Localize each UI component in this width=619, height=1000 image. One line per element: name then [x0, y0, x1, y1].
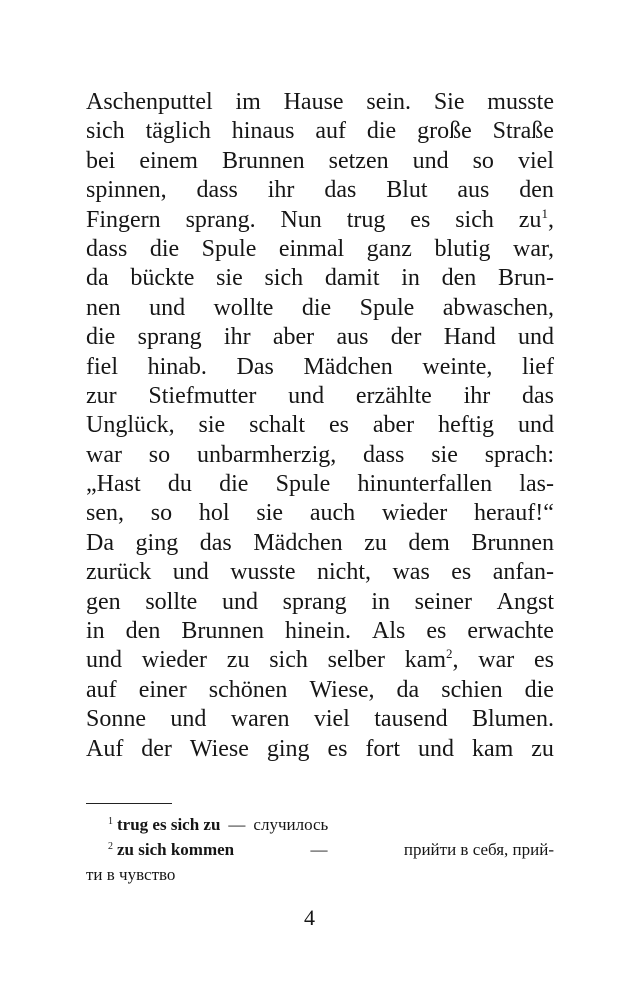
word: schien: [441, 676, 503, 703]
word: Unglück,: [86, 412, 175, 439]
word: dass: [86, 235, 128, 262]
word: die: [149, 235, 180, 262]
text-line: [86, 353, 554, 382]
word: wusste: [230, 559, 296, 586]
word: auf: [86, 676, 117, 703]
word: dass: [196, 177, 238, 204]
word: hinein.: [284, 618, 351, 645]
word: Angst: [496, 588, 554, 615]
word: die: [86, 324, 116, 351]
word: wollte: [213, 294, 274, 321]
word: nicht,: [317, 559, 371, 586]
text-line: [86, 558, 554, 587]
text-line: [86, 235, 554, 264]
word: aber: [272, 324, 315, 351]
word: und: [517, 412, 554, 439]
text-line: [86, 411, 554, 440]
word: die: [301, 294, 332, 321]
word: erzählte: [355, 382, 432, 409]
word: es: [410, 206, 431, 233]
word: viel: [313, 706, 350, 733]
word: fiel: [86, 353, 118, 380]
word: Auf: [86, 735, 124, 762]
word: Brunnen: [181, 618, 264, 645]
word: blutig: [434, 235, 491, 262]
word: Mädchen: [253, 529, 343, 556]
word: große: [417, 118, 472, 145]
word: zu: [531, 735, 554, 762]
word: wieder: [141, 647, 208, 674]
footnote-separator: [86, 803, 172, 804]
word: trug: [346, 206, 386, 233]
word: spinnen,: [86, 177, 167, 204]
word: unbarmherzig,: [196, 441, 337, 468]
word: ging: [266, 735, 310, 762]
text-line: [86, 264, 554, 293]
word: die: [219, 471, 249, 498]
word: erwachte: [467, 618, 554, 645]
word: aus: [457, 177, 490, 204]
word: Sonne: [86, 706, 146, 733]
body-text: [86, 88, 554, 764]
word: der: [390, 324, 422, 351]
word: in: [401, 265, 420, 292]
word: schalt: [249, 412, 306, 439]
word: es: [426, 618, 447, 645]
word: hinunterfallen: [357, 471, 493, 498]
word: der: [141, 735, 172, 762]
word: ganz: [366, 235, 412, 262]
word: Stiefmutter: [148, 382, 257, 409]
footnote-2-continued: [86, 862, 554, 887]
word: schönen: [208, 676, 288, 703]
word: es: [327, 735, 348, 762]
word: einer: [138, 676, 187, 703]
text-line: [86, 676, 554, 705]
text-line: [86, 176, 554, 205]
word: Das: [236, 353, 274, 380]
word: da: [86, 265, 109, 292]
word: den: [519, 177, 554, 204]
word: Hand: [443, 324, 496, 351]
word: so: [148, 441, 171, 468]
word: den: [441, 265, 477, 292]
word: es: [451, 559, 472, 586]
footnote-2: [86, 837, 554, 862]
word: herauf!“: [473, 500, 554, 527]
word: weinte,: [422, 353, 493, 380]
word: es: [328, 412, 349, 439]
word: selber: [327, 647, 385, 674]
word: was: [392, 559, 430, 586]
word: Blumen.: [471, 706, 554, 733]
word: heftig: [438, 412, 495, 439]
word: seiner: [414, 588, 472, 615]
word: täglich: [145, 118, 211, 145]
word: Da: [86, 529, 114, 556]
word: zur: [86, 382, 117, 409]
word: und: [412, 147, 449, 174]
word: Brunnen: [471, 529, 554, 556]
word: las-: [519, 471, 554, 498]
word: Nun: [280, 206, 322, 233]
word: sprang.: [185, 206, 256, 233]
word: ihr: [267, 177, 295, 204]
word: anfan-: [492, 559, 554, 586]
word: sich: [269, 647, 308, 674]
word: war: [478, 647, 515, 674]
word: und: [222, 588, 258, 615]
word: sprang: [282, 588, 347, 615]
text-line: [86, 588, 554, 617]
word: bückte: [130, 265, 195, 292]
word: sollte: [145, 588, 198, 615]
word: dem: [408, 529, 450, 556]
word: Spule: [201, 235, 257, 262]
word: zu: [518, 206, 542, 233]
word: Als: [371, 618, 406, 645]
word: sich: [86, 118, 125, 145]
word: sein.: [366, 89, 412, 115]
word: sie: [256, 500, 284, 527]
word: bei: [86, 147, 116, 174]
word: die: [366, 118, 397, 145]
word: den: [125, 618, 161, 645]
word: Spule: [275, 471, 331, 498]
word: „Hast: [86, 471, 141, 498]
word: Straße: [492, 118, 554, 145]
footnote-2-definition-cont: ти в чувство: [86, 865, 176, 884]
word: einem: [139, 147, 198, 174]
word: aber: [372, 412, 415, 439]
word: und: [518, 324, 554, 351]
word: das: [522, 382, 554, 409]
word: aus: [336, 324, 369, 351]
text-line: [86, 735, 554, 764]
word: sie: [198, 412, 226, 439]
word: hinaus: [231, 118, 295, 145]
text-line: [86, 117, 554, 146]
word: im: [235, 89, 261, 115]
footnote-2-dash: —: [310, 840, 328, 859]
word: gen: [86, 588, 121, 615]
text-line: [86, 646, 554, 675]
word: Blut: [386, 177, 428, 204]
page-number: 4: [304, 905, 315, 930]
word: abwaschen,: [442, 294, 554, 321]
word: sich: [455, 206, 494, 233]
word: ging: [135, 529, 179, 556]
word: einmal: [278, 235, 345, 262]
text-line: [86, 499, 554, 528]
word-with-footnote: [519, 206, 554, 235]
footnote-1-dash: —: [228, 815, 246, 834]
footnote-marker: 2: [446, 646, 453, 662]
punctuation: ,: [547, 206, 554, 233]
text-line: [86, 617, 554, 646]
word: ihr: [223, 324, 251, 351]
footnote-2-term: zu sich kommen: [117, 840, 235, 859]
word: musste: [487, 89, 554, 115]
word: Spule: [359, 294, 415, 321]
word: sie: [431, 441, 458, 468]
text-line: [86, 529, 554, 558]
word: sen,: [86, 500, 124, 527]
word: und: [172, 559, 209, 586]
footnote-1-definition: случилось: [253, 815, 329, 834]
word: es: [534, 647, 554, 674]
word: auch: [309, 500, 356, 527]
word: viel: [517, 147, 554, 174]
footnote-2-number: 2: [108, 841, 113, 852]
text-line: [86, 470, 554, 499]
word: ihr: [463, 382, 491, 409]
word: sich: [264, 265, 304, 292]
word: die: [524, 676, 554, 703]
text-line: [86, 323, 554, 352]
word: und: [149, 294, 186, 321]
word: setzen: [328, 147, 389, 174]
word: das: [199, 529, 232, 556]
word: in: [371, 588, 390, 615]
word: damit: [324, 265, 380, 292]
word: hinab.: [147, 353, 207, 380]
word: Hause: [283, 89, 344, 115]
word: und: [288, 382, 325, 409]
word: Wiese: [189, 735, 249, 762]
text-line: [86, 382, 554, 411]
word: Fingern: [86, 206, 161, 233]
word: Wiese,: [309, 676, 375, 703]
word: so: [150, 500, 173, 527]
text-line: [86, 147, 554, 176]
word: Mädchen: [303, 353, 393, 380]
word: da: [396, 676, 420, 703]
word: so: [472, 147, 494, 174]
word: nen: [86, 294, 121, 321]
footnote-2-definition: прийти в себя, прий-: [403, 840, 554, 859]
word: sie: [216, 265, 243, 292]
word: und: [86, 647, 122, 674]
word: und: [170, 706, 207, 733]
word: du: [167, 471, 192, 498]
punctuation: ,: [452, 647, 459, 674]
word: kam: [404, 647, 447, 674]
word: kam: [472, 735, 514, 762]
word: in: [86, 618, 105, 645]
word: lief: [521, 353, 554, 380]
word: das: [324, 177, 357, 204]
word: waren: [230, 706, 290, 733]
word: wieder: [381, 500, 448, 527]
word: tausend: [374, 706, 448, 733]
word-with-footnote: [405, 646, 459, 675]
text-line: [86, 206, 554, 235]
footnote-1-term: trug es sich zu: [117, 815, 221, 834]
word: auf: [315, 118, 346, 145]
word: Brun-: [498, 265, 554, 292]
footnote-1-number: 1: [108, 816, 113, 827]
word: Brunnen: [221, 147, 305, 174]
text-line: [86, 294, 554, 323]
word: war: [86, 441, 122, 468]
word: und: [418, 735, 455, 762]
text-line: [86, 705, 554, 734]
word: war,: [512, 235, 554, 262]
footnote-1: [86, 812, 554, 837]
word: sprach:: [484, 441, 554, 468]
word: fort: [365, 735, 401, 762]
text-line: [86, 441, 554, 470]
text-line: [86, 88, 554, 117]
word: sprang: [137, 324, 202, 351]
word: Sie: [433, 89, 465, 115]
word: dass: [363, 441, 405, 468]
word: hol: [198, 500, 230, 527]
word: Aschenputtel: [86, 89, 213, 115]
word: zurück: [86, 559, 152, 586]
footnote-marker: 1: [541, 205, 548, 221]
word: zu: [364, 529, 387, 556]
word: zu: [226, 647, 250, 674]
